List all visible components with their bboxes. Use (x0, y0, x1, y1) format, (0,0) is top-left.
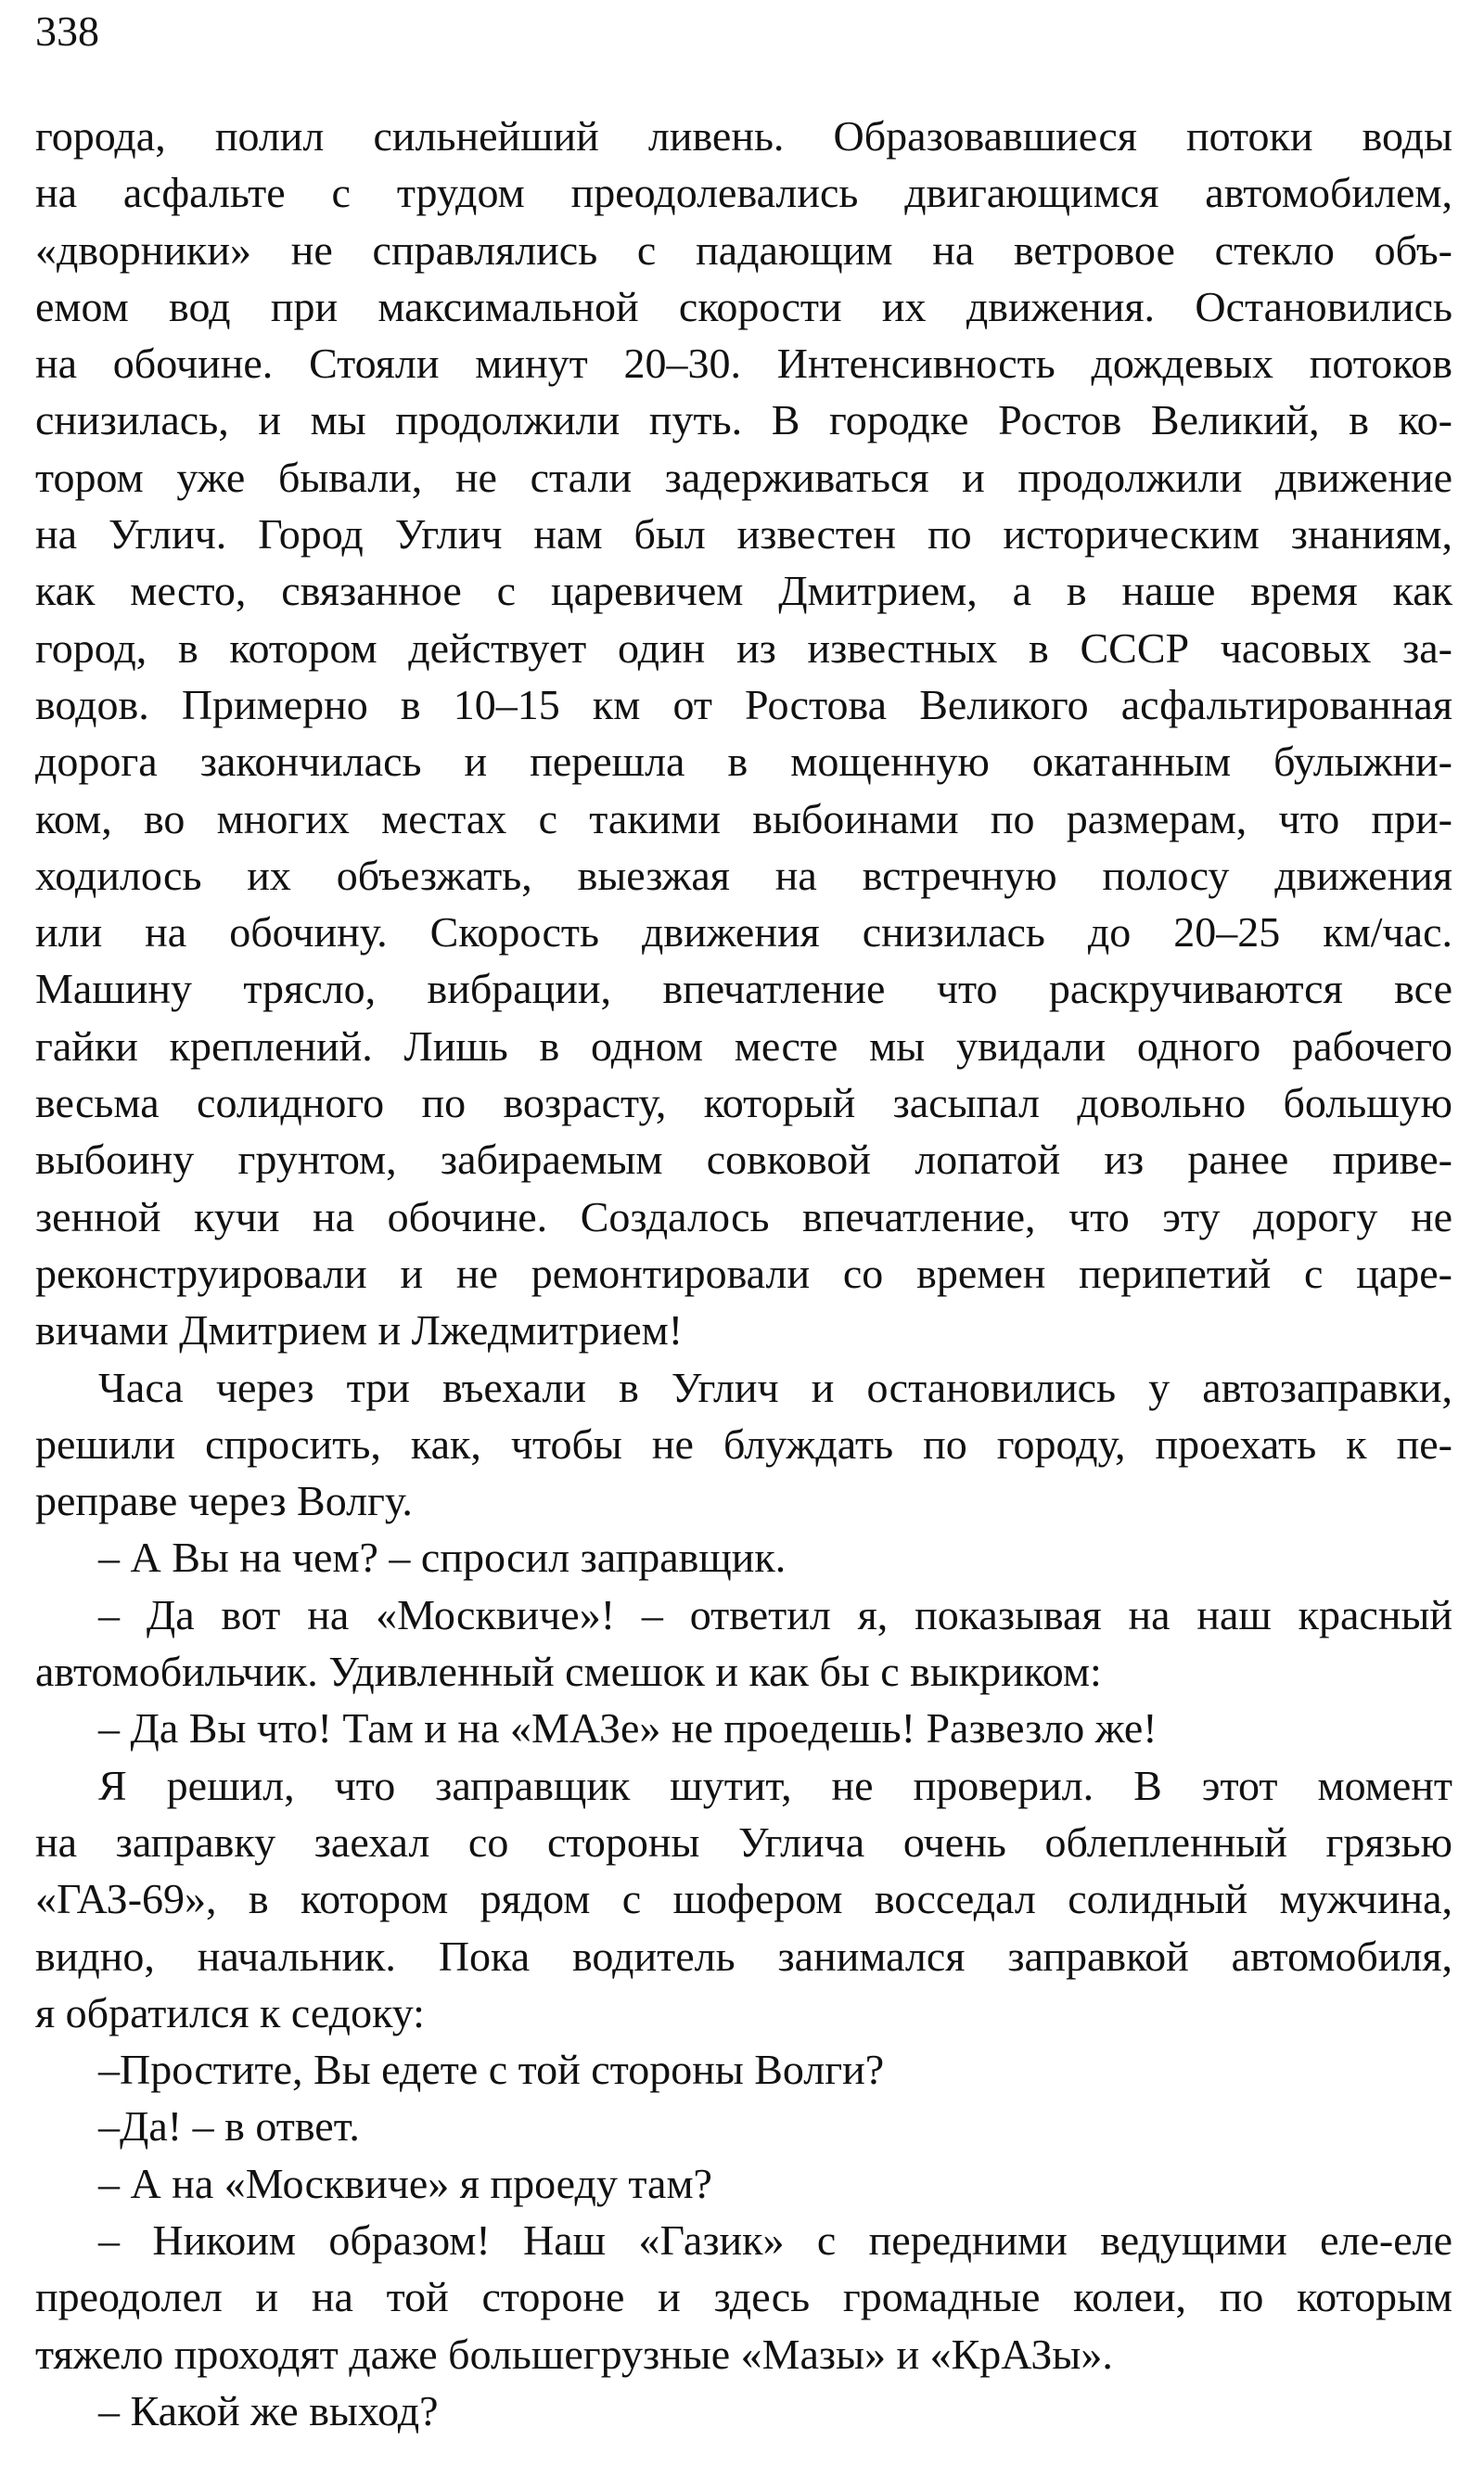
text-line: «дворники» не справлялись с падающим на ветровое стекло объ- (35, 225, 1452, 274)
text-line: водов. Примерно в 10–15 км от Ростова Великого асфальтированная (35, 680, 1452, 728)
text-line: Я решил, что заправщик шутит, не проверил. В этот момент (98, 1761, 1452, 1809)
text-line: Машину трясло, вибрации, впечатление что раскручиваются все (35, 965, 1452, 1013)
text-line: «ГАЗ-69», в котором рядом с шофером восседал солидный мужчина, (35, 1875, 1452, 1923)
text-line: –Да! – в ответ. (98, 2102, 360, 2151)
text-line: тяжело проходят даже большегрузные «Мазы» и «КрАЗы». (35, 2330, 1113, 2378)
text-line: город, в котором действует один из известных в СССР часовых за- (35, 623, 1452, 672)
text-line: на заправку заехал со стороны Углича очень облепленный грязью (35, 1817, 1452, 1866)
text-line: на асфальте с трудом преодолевались двигающимся автомобилем, (35, 169, 1452, 217)
text-line: гайки креплений. Лишь в одном месте мы увидали одного рабочего (35, 1021, 1452, 1070)
text-line: города, полил сильнейший ливень. Образовавшиеся потоки воды (35, 112, 1452, 160)
text-line: – Какой же выход? (98, 2386, 439, 2434)
text-line: ком, во многих местах с такими выбоинами по размерам, что при- (35, 794, 1452, 842)
text-line: на обочине. Стояли минут 20–30. Интенсивность дождевых потоков (35, 340, 1452, 388)
text-line: я обратился к седоку: (35, 1988, 425, 2036)
text-line: Часа через три въехали в Углич и остановились у автозаправки, (98, 1363, 1452, 1411)
page-number: 338 (35, 7, 99, 55)
text-line: – Да вот на «Москвиче»! – ответил я, показывая на наш красный (98, 1590, 1452, 1638)
text-line: видно, начальник. Пока водитель занимался заправкой автомобиля, (35, 1932, 1452, 1980)
text-line: преодолел и на той стороне и здесь громадные колеи, по которым (35, 2273, 1452, 2321)
text-line: – Да Вы что! Там и на «МАЗе» не проедешь! Развезло же! (98, 1704, 1158, 1753)
text-line: как место, связанное с царевичем Дмитрием, а в наше время как (35, 567, 1452, 615)
text-line: – Никоим образом! Наш «Газик» с передними ведущими еле-еле (98, 2216, 1452, 2264)
text-line: реправе через Волгу. (35, 1477, 413, 1525)
text-line: на Углич. Город Углич нам был известен по историческим знаниям, (35, 510, 1452, 559)
text-line: вичами Дмитрием и Лжедмитрием! (35, 1306, 684, 1355)
text-line: снизилась, и мы продолжили путь. В городке Ростов Великий, в ко- (35, 396, 1452, 444)
text-line: зенной кучи на обочине. Создалось впечатление, что эту дорогу не (35, 1192, 1452, 1240)
text-line: весьма солидного по возрасту, который засыпал довольно большую (35, 1079, 1452, 1127)
text-line: или на обочину. Скорость движения снизилась до 20–25 км/час. (35, 908, 1452, 957)
text-line: реконструировали и не ремонтировали со времен перипетий с царе- (35, 1249, 1452, 1297)
body-text (35, 108, 1452, 2439)
text-line: ходилось их объезжать, выезжая на встречную полосу движения (35, 851, 1452, 899)
text-line: – А на «Москвиче» я проеду там? (98, 2159, 712, 2207)
text-line: – А Вы на чем? – спросил заправщик. (98, 1534, 787, 1582)
text-line: емом вод при максимальной скорости их движения. Остановились (35, 282, 1452, 330)
text-line: автомобильчик. Удивленный смешок и как бы с выкриком: (35, 1648, 1102, 1696)
text-line: тором уже бывали, не стали задерживаться и продолжили движение (35, 453, 1452, 501)
text-line: дорога закончилась и перешла в мощенную окатанным булыжни- (35, 738, 1452, 786)
text-line: решили спросить, как, чтобы не блуждать по городу, проехать к пе- (35, 1419, 1452, 1468)
text-line: –Простите, Вы едете с той стороны Волги? (98, 2046, 885, 2094)
text-line: выбоину грунтом, забираемым совковой лопатой из ранее приве- (35, 1136, 1452, 1184)
